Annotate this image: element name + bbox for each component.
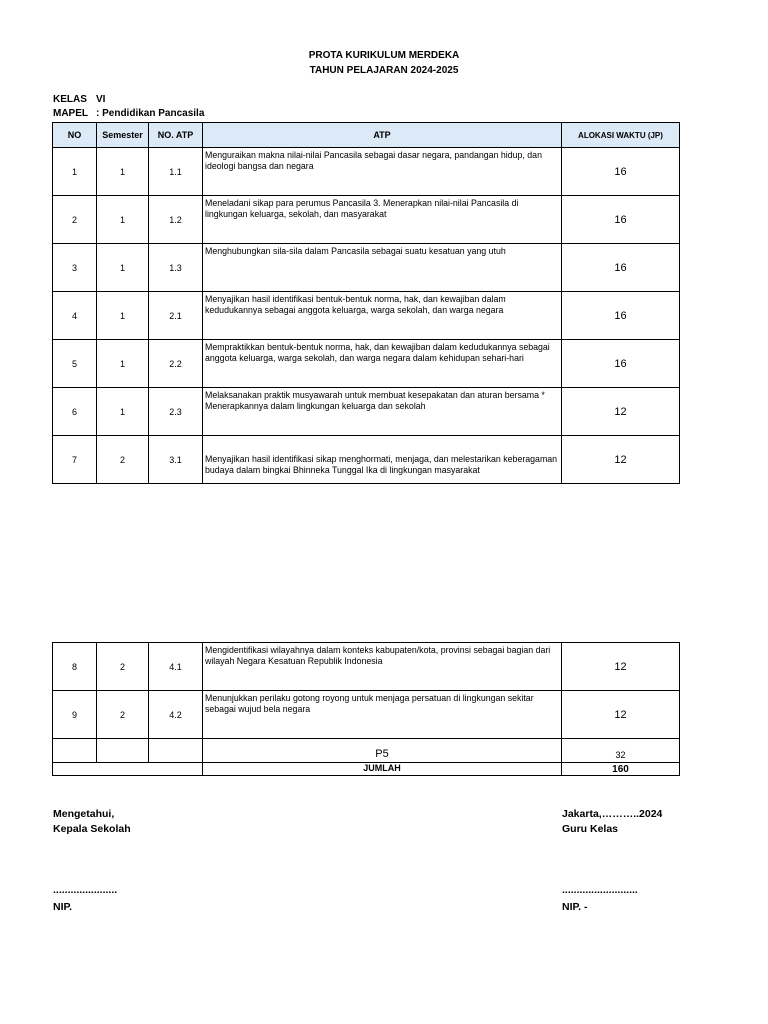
cell-atp-no: 4.2 bbox=[149, 691, 203, 739]
cell-atp-no: 3.1 bbox=[149, 436, 203, 484]
footer-left-nip: NIP. bbox=[53, 901, 73, 913]
cell-jp: 12 bbox=[562, 691, 680, 739]
table-row bbox=[53, 196, 680, 244]
prota-table-top bbox=[52, 122, 680, 484]
col-header-atp: ATP bbox=[203, 123, 562, 148]
cell-atp-no: 1.1 bbox=[149, 148, 203, 196]
cell-jp: 16 bbox=[562, 148, 680, 196]
cell-atp-no: 4.1 bbox=[149, 643, 203, 691]
cell-no: 6 bbox=[53, 388, 97, 436]
cell-atp: Meneladani sikap para perumus Pancasila 3. Menerapkan nilai-nilai Pancasila di lingkungan keluarga, sekolah, dan masyarakat bbox=[203, 196, 562, 244]
cell-semester: 1 bbox=[97, 196, 149, 244]
col-header-no-atp: NO. ATP bbox=[149, 123, 203, 148]
cell-jp: 12 bbox=[562, 643, 680, 691]
cell-empty bbox=[149, 739, 203, 763]
col-header-semester: Semester bbox=[97, 123, 149, 148]
total-jp: 160 bbox=[562, 763, 680, 776]
cell-jp: 16 bbox=[562, 292, 680, 340]
cell-semester: 1 bbox=[97, 292, 149, 340]
prota-table-bottom bbox=[52, 642, 680, 776]
cell-semester: 2 bbox=[97, 691, 149, 739]
table-row bbox=[53, 691, 680, 739]
table-row bbox=[53, 643, 680, 691]
cell-semester: 2 bbox=[97, 436, 149, 484]
cell-semester: 2 bbox=[97, 643, 149, 691]
p5-jp: 32 bbox=[562, 739, 680, 763]
table-row bbox=[53, 292, 680, 340]
footer-place-date: Jakarta,………..2024 bbox=[562, 808, 663, 820]
col-header-alokasi: ALOKASI WAKTU (JP) bbox=[562, 123, 680, 148]
mapel-value: : Pendidikan Pancasila bbox=[96, 108, 205, 119]
document-title: PROTA KURIKULUM MERDEKA bbox=[308, 50, 460, 61]
cell-empty bbox=[97, 739, 149, 763]
cell-semester: 1 bbox=[97, 148, 149, 196]
total-row bbox=[53, 763, 680, 776]
cell-jp: 16 bbox=[562, 340, 680, 388]
cell-jp: 16 bbox=[562, 244, 680, 292]
mapel-label: MAPEL bbox=[53, 108, 88, 119]
cell-no: 9 bbox=[53, 691, 97, 739]
cell-atp-no: 1.3 bbox=[149, 244, 203, 292]
cell-atp: Mempraktikkan bentuk-bentuk norma, hak, dan kewajiban dalam kedudukannya sebagai anggota keluarga, warga sekolah, dan warga negara dalam kehidupan sehari-hari bbox=[203, 340, 562, 388]
cell-semester: 1 bbox=[97, 340, 149, 388]
cell-atp: Menyajikan hasil identifikasi sikap menghormati, menjaga, dan melestarikan keberagaman budaya dalam bingkai Bhinneka Tunggal Ika di lingkungan masyarakat bbox=[203, 436, 562, 484]
table-row bbox=[53, 340, 680, 388]
cell-no: 8 bbox=[53, 643, 97, 691]
cell-no: 7 bbox=[53, 436, 97, 484]
cell-no: 5 bbox=[53, 340, 97, 388]
cell-no: 3 bbox=[53, 244, 97, 292]
cell-semester: 1 bbox=[97, 388, 149, 436]
cell-atp: Melaksanakan praktik musyawarah untuk membuat kesepakatan dan aturan bersama * Menerapkannya dalam lingkungan keluarga dan sekolah bbox=[203, 388, 562, 436]
cell-empty bbox=[53, 739, 97, 763]
cell-empty bbox=[53, 763, 203, 776]
footer-mengetahui: Mengetahui, bbox=[53, 808, 115, 820]
cell-atp: Menguraikan makna nilai-nilai Pancasila sebagai dasar negara, pandangan hidup, dan ideologi bangsa dan negara bbox=[203, 148, 562, 196]
cell-atp: Menghubungkan sila-sila dalam Pancasila sebagai suatu kesatuan yang utuh bbox=[203, 244, 562, 292]
footer-right-nip: NIP. - bbox=[562, 901, 588, 913]
cell-atp-no: 2.1 bbox=[149, 292, 203, 340]
table-row bbox=[53, 148, 680, 196]
p5-row bbox=[53, 739, 680, 763]
mapel-line bbox=[53, 108, 204, 119]
document-subtitle: TAHUN PELAJARAN 2024-2025 bbox=[309, 65, 459, 76]
total-label: JUMLAH bbox=[203, 763, 562, 776]
p5-label: P5 bbox=[203, 739, 562, 763]
footer-kepala-sekolah: Kepala Sekolah bbox=[53, 823, 131, 835]
cell-jp: 12 bbox=[562, 388, 680, 436]
kelas-value: VI bbox=[96, 94, 106, 105]
cell-semester: 1 bbox=[97, 244, 149, 292]
cell-jp: 16 bbox=[562, 196, 680, 244]
cell-no: 2 bbox=[53, 196, 97, 244]
cell-atp: Menunjukkan perilaku gotong royong untuk menjaga persatuan di lingkungan sekitar sebagai wujud bela negara bbox=[203, 691, 562, 739]
table-row bbox=[53, 244, 680, 292]
table-row bbox=[53, 436, 680, 484]
col-header-no: NO bbox=[53, 123, 97, 148]
cell-atp: Mengidentifikasi wilayahnya dalam konteks kabupaten/kota, provinsi sebagai bagian dari wilayah Negara Kesatuan Republik Indonesia bbox=[203, 643, 562, 691]
kelas-line bbox=[53, 94, 105, 105]
cell-jp: 12 bbox=[562, 436, 680, 484]
cell-atp: Menyajikan hasil identifikasi bentuk-bentuk norma, hak, dan kewajiban dalam kedudukannya sebagai anggota keluarga, warga sekolah, dan warga negara bbox=[203, 292, 562, 340]
cell-no: 1 bbox=[53, 148, 97, 196]
footer-left-signature-dots: ...................... bbox=[53, 884, 118, 896]
footer-right-signature-dots: .......................... bbox=[562, 884, 638, 896]
table-row bbox=[53, 388, 680, 436]
cell-atp-no: 2.2 bbox=[149, 340, 203, 388]
cell-no: 4 bbox=[53, 292, 97, 340]
cell-atp-no: 1.2 bbox=[149, 196, 203, 244]
kelas-label: KELAS bbox=[53, 94, 87, 105]
cell-atp-no: 2.3 bbox=[149, 388, 203, 436]
footer-guru-kelas: Guru Kelas bbox=[562, 823, 619, 835]
